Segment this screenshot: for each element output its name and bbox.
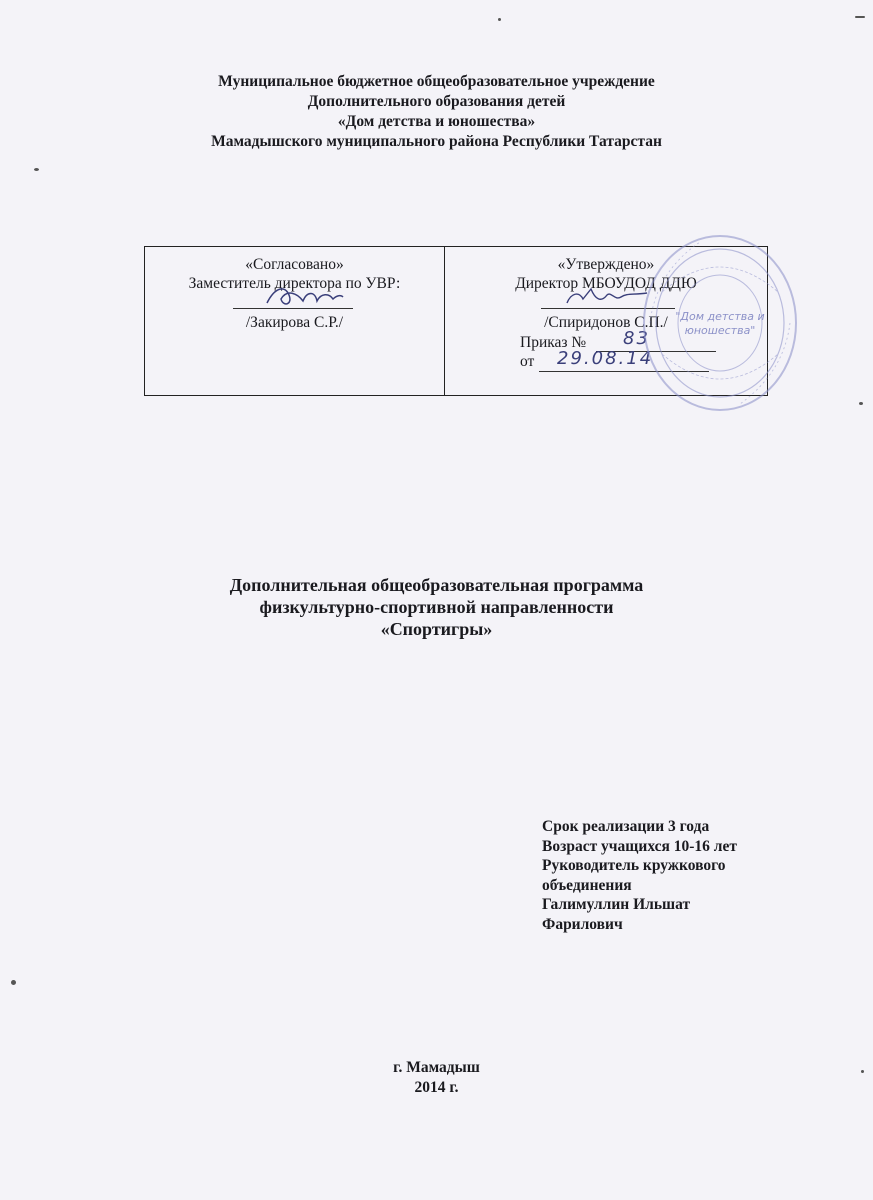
scan-speck — [855, 16, 865, 18]
agreed-position: Заместитель директора по УВР: — [188, 275, 401, 292]
scan-speck — [498, 18, 501, 21]
info-leader-1: Руководитель кружкового — [542, 857, 726, 874]
header-line-3: «Дом детства и юношества» — [337, 113, 536, 130]
place-and-year — [0, 1058, 873, 1098]
institution-header — [0, 72, 873, 152]
date-value: 29.08.14 — [557, 348, 654, 369]
info-name-1: Галимуллин Ильшат — [542, 896, 691, 913]
round-stamp — [640, 232, 800, 414]
scan-speck — [859, 402, 863, 405]
header-line-1: Муниципальное бюджетное общеобразовательное учреждение — [218, 73, 655, 90]
program-title-line-1: Дополнительная общеобразовательная программа — [229, 575, 644, 595]
program-info — [542, 817, 782, 934]
approved-name: /Спиридонов С.П./ — [544, 314, 668, 331]
program-title — [0, 574, 873, 640]
approved-heading: «Утверждено» — [557, 256, 655, 273]
program-title-line-2: физкультурно-спортивной направленности — [259, 597, 614, 617]
info-leader-2: объединения — [542, 876, 632, 894]
info-name-2: Фарилович — [542, 915, 623, 933]
info-age: Возраст учащихся 10-16 лет — [542, 837, 737, 855]
scan-speck — [11, 980, 16, 985]
program-title-line-3: «Спортигры» — [380, 619, 493, 639]
scan-speck — [34, 168, 39, 171]
footer-year: 2014 г. — [414, 1079, 459, 1096]
order-number: 83 — [623, 328, 650, 349]
order-label: Приказ № — [520, 334, 587, 351]
agreed-heading: «Согласовано» — [245, 256, 344, 273]
date-label: от — [520, 353, 535, 370]
agreed-signature-mark — [263, 281, 345, 313]
stamp-text-1: "Дом детства и — [675, 310, 765, 323]
date-row — [520, 352, 534, 371]
agreed-name: /Закирова С.Р./ — [245, 314, 344, 331]
approved-position: Директор МБОУДОД ДДЮ — [515, 275, 697, 292]
agreed-cell — [145, 247, 445, 395]
info-term: Срок реализации 3 года — [542, 818, 710, 835]
stamp-text-2: юношества" — [684, 324, 756, 337]
header-line-4: Мамадышского муниципального района Республики Татарстан — [211, 133, 662, 150]
scan-speck — [861, 1070, 864, 1073]
footer-city: г. Мамадыш — [393, 1059, 480, 1076]
approved-signature-mark — [561, 283, 651, 313]
header-line-2: Дополнительного образования детей — [307, 93, 566, 110]
